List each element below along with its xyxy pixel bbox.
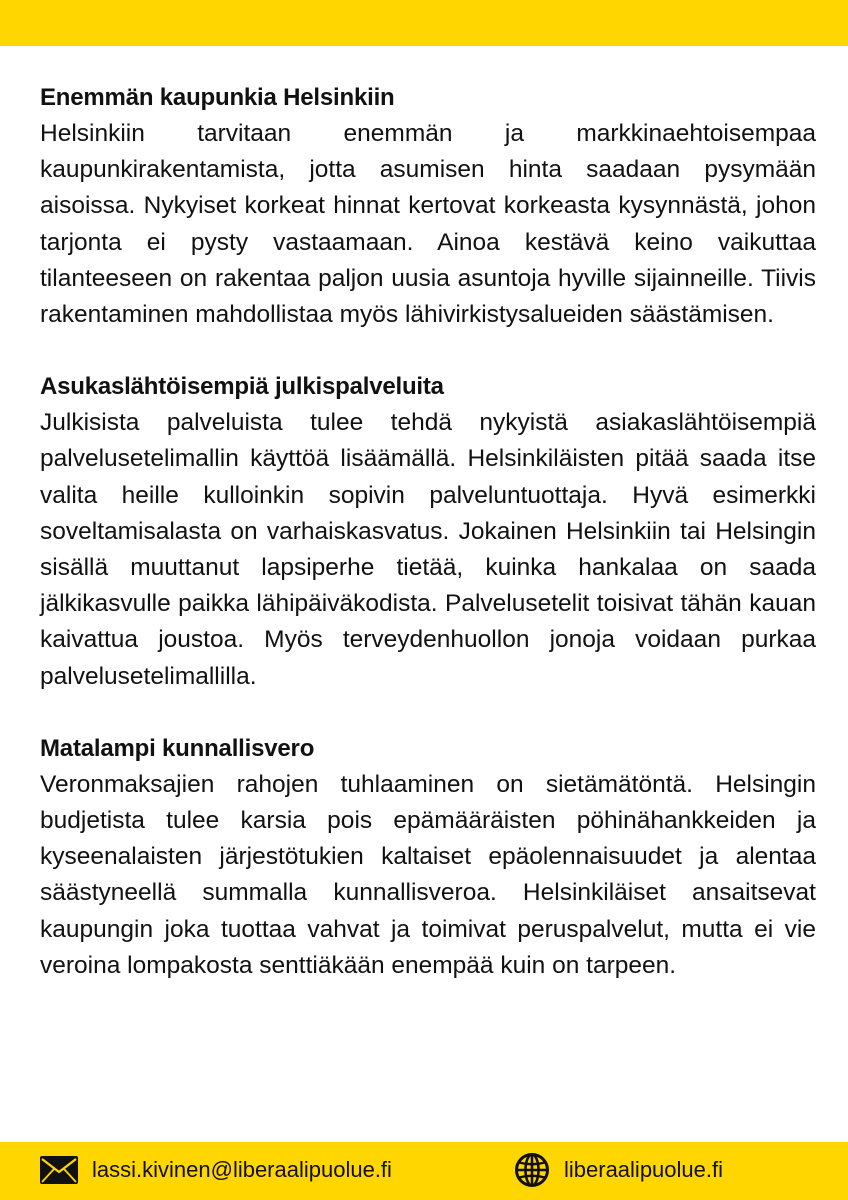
section-body: Julkisista palveluista tulee tehdä nykyistä asiakaslähtöisempiä palvelusetelimallin käyttöä lisäämällä. Helsinkiläisten pitää saada itse valita heille kulloinkin sopivin palveluntuottaja. Hyvä esimerkki soveltamisalasta on varhaiskasvatus. Jokainen Helsinkiin tai Helsingin sisällä muuttanut lapsiperhe tietää, kuinka hankalaa on saada jälkikasvulle paikka lähipäiväkodista. Palvelusetelit toisivat tähän kauan kaivattua joustoa. Myös terveydenhuollon jonoja voidaan purkaa palvelusetelimallilla. xyxy=(40,409,816,690)
section-municipal-tax xyxy=(40,731,816,984)
section-title: Matalampi kunnallisvero xyxy=(40,734,315,762)
envelope-icon xyxy=(40,1156,78,1184)
section-public-services xyxy=(40,369,816,695)
section-title: Asukaslähtöisempiä julkispalveluita xyxy=(40,373,444,401)
website-link[interactable]: liberaalipuolue.fi xyxy=(564,1157,723,1182)
top-accent-band xyxy=(0,0,848,46)
section-title: Enemmän kaupunkia Helsinkiin xyxy=(40,84,395,111)
email-link[interactable]: lassi.kivinen@liberaalipuolue.fi xyxy=(92,1157,392,1182)
section-body: Helsinkiin tarvitaan enemmän ja markkinaehtoisempaa kaupunkirakentamista, jotta asumisen hinta saadaan pysymään aisoissa. Nykyiset korkeat hinnat kertovat korkeasta kysynnästä, johon tarjonta ei pysty vastaamaan. Ainoa kestävä keino vaikuttaa tilanteeseen on rakentaa paljon uusia asuntoja hyville sijainneille. Tiivis rakentaminen mahdollistaa myös lähivirkistysalueiden säästämisen. xyxy=(40,120,816,329)
footer-email[interactable] xyxy=(40,1150,392,1190)
globe-icon xyxy=(514,1152,550,1188)
main-content xyxy=(40,80,816,1020)
section-housing xyxy=(40,80,816,333)
section-body: Veronmaksajien rahojen tuhlaaminen on sietämätöntä. Helsingin budjetista tulee karsia pois epämääräisten pöhinähankkeiden ja kyseenalaisten järjestötukien kaltaiset epäolennaisuudet ja alentaa säästyneellä summalla kunnallisveroa. Helsinkiläiset ansaitsevat kaupungin joka tuottaa vahvat ja toimivat peruspalvelut, mutta ei vie veroina lompakosta senttiäkään enempää kuin on tarpeen. xyxy=(40,770,816,979)
footer-website[interactable] xyxy=(514,1150,723,1190)
